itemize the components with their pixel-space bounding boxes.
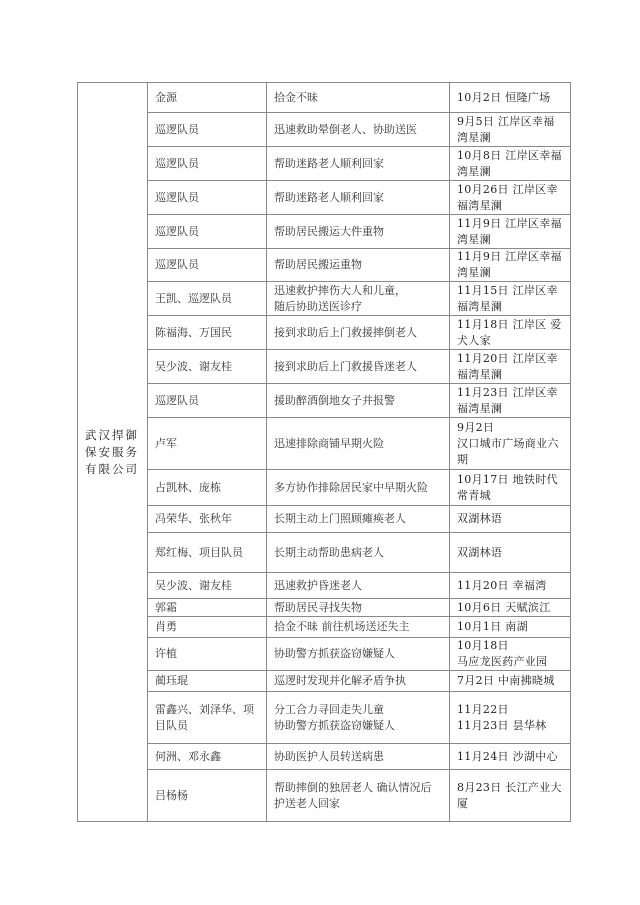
person-cell: 肖勇 <box>148 617 267 638</box>
deed-text: 帮助居民寻找失物 <box>274 600 362 614</box>
date-location-cell <box>450 770 571 822</box>
table-row <box>78 181 571 215</box>
deed-text: 协助警方抓获盗窃嫌疑人 <box>274 718 395 732</box>
table-row <box>78 573 571 599</box>
deed-text: 帮助摔倒的独居老人 确认情况后护送老人回家 <box>274 780 432 810</box>
person-cell: 王凯、巡逻队员 <box>148 282 267 316</box>
person-cell: 何洲、邓永鑫 <box>148 744 267 770</box>
deed-text: 接到求助后上门救援昏迷老人 <box>274 359 417 373</box>
date-location-text: 11月22日 <box>457 702 509 716</box>
deed-text: 长期主动上门照顾瘫痪老人 <box>274 512 406 525</box>
date-location-text: 10月17日 地铁时代常青城 <box>457 472 558 502</box>
date-location-text: 11月20日 江岸区幸福湾星澜 <box>457 351 558 381</box>
table-row <box>78 744 571 770</box>
deed-cell <box>267 599 450 617</box>
table-row <box>78 418 571 470</box>
date-location-text: 汉口城市广场商业六期 <box>457 436 559 466</box>
person-cell: 雷鑫兴、刘泽华、项目队员 <box>148 692 267 744</box>
date-location-text: 10月8日 江岸区幸福湾星澜 <box>457 148 562 178</box>
date-location-cell <box>450 573 571 599</box>
deed-cell <box>267 384 450 418</box>
date-location-cell <box>450 384 571 418</box>
deed-text: 迅速救护摔伤大人和儿童， <box>274 283 406 297</box>
deed-text: 随后协助送医诊疗 <box>274 299 362 313</box>
date-location-cell <box>450 147 571 181</box>
date-location-text: 11月9日 江岸区幸福湾星澜 <box>457 216 562 246</box>
deed-cell <box>267 215 450 249</box>
person-cell: 巡逻队员 <box>148 181 267 215</box>
table-row <box>78 316 571 350</box>
date-location-cell <box>450 599 571 617</box>
person-cell: 卢军 <box>148 418 267 470</box>
deed-cell <box>267 770 450 822</box>
date-location-cell <box>450 350 571 384</box>
date-location-cell <box>450 282 571 316</box>
table-row <box>78 506 571 533</box>
person-cell: 巡逻队员 <box>148 384 267 418</box>
deed-cell <box>267 533 450 573</box>
date-location-cell <box>450 506 571 533</box>
date-location-text: 11月18日 江岸区 爱犬人家 <box>457 317 562 347</box>
date-location-text: 双湖林语 <box>457 512 503 525</box>
date-location-text: 11月24日 沙湖中心 <box>457 749 558 763</box>
date-location-cell <box>450 418 571 470</box>
date-location-text: 9月5日 江岸区幸福湾星澜 <box>457 114 555 144</box>
deed-text: 拾金不昧 <box>274 90 318 104</box>
deed-text: 巡逻时发现并化解矛盾争执 <box>274 674 406 687</box>
deed-cell <box>267 181 450 215</box>
table-row <box>78 638 571 671</box>
deed-text: 分工合力寻回走失儿童 <box>274 702 384 716</box>
deed-cell <box>267 147 450 181</box>
date-location-cell <box>450 316 571 350</box>
deed-cell <box>267 249 450 282</box>
person-cell: 许植 <box>148 638 267 671</box>
person-cell: 金源 <box>148 83 267 113</box>
deed-cell <box>267 282 450 316</box>
date-location-cell <box>450 692 571 744</box>
table-row <box>78 770 571 822</box>
person-cell: 占凯林、庞栋 <box>148 470 267 506</box>
person-cell: 蔺珏琨 <box>148 671 267 692</box>
date-location-cell <box>450 638 571 671</box>
date-location-cell <box>450 533 571 573</box>
deed-cell <box>267 744 450 770</box>
person-cell: 巡逻队员 <box>148 215 267 249</box>
good-deeds-table <box>77 82 571 822</box>
deed-text: 迅速排除商铺早期火险 <box>274 436 384 450</box>
person-cell: 郑红梅、项目队员 <box>148 533 267 573</box>
deed-text: 帮助居民搬运大件重物 <box>274 224 384 238</box>
table-row <box>78 350 571 384</box>
date-location-text: 8月23日 长江产业大厦 <box>457 780 562 810</box>
deed-cell <box>267 506 450 533</box>
date-location-cell <box>450 113 571 147</box>
date-location-text: 10月1日 南湖 <box>457 620 528 633</box>
deed-cell <box>267 316 450 350</box>
table-row <box>78 147 571 181</box>
deed-text: 帮助迷路老人顺利回家 <box>274 156 384 170</box>
deed-cell <box>267 671 450 692</box>
date-location-text: 11月23日 江岸区幸福湾星澜 <box>457 385 558 415</box>
date-location-text: 马应龙医药产业园 <box>457 655 548 668</box>
deed-cell <box>267 113 450 147</box>
deed-cell <box>267 418 450 470</box>
table-body <box>78 83 571 822</box>
deed-text: 帮助居民搬运重物 <box>274 258 362 271</box>
date-location-cell <box>450 671 571 692</box>
deed-text: 帮助迷路老人顺利回家 <box>274 190 384 204</box>
table-row <box>78 533 571 573</box>
person-cell: 巡逻队员 <box>148 147 267 181</box>
deed-text: 协助警方抓获盗窃嫌疑人 <box>274 647 395 660</box>
date-location-cell <box>450 215 571 249</box>
deed-cell <box>267 350 450 384</box>
date-location-text: 11月20日 幸福湾 <box>457 578 547 592</box>
table-row <box>78 83 571 113</box>
person-cell: 陈福海、万国民 <box>148 316 267 350</box>
table-row <box>78 113 571 147</box>
person-cell: 吴少波、谢友桂 <box>148 350 267 384</box>
person-cell: 吕杨杨 <box>148 770 267 822</box>
deed-text: 多方协作排除居民家中早期火险 <box>274 480 428 494</box>
deed-text: 援助醉酒倒地女子并报警 <box>274 393 395 407</box>
date-location-cell <box>450 249 571 282</box>
deed-cell <box>267 617 450 638</box>
date-location-text: 11月15日 江岸区幸福湾星澜 <box>457 283 558 313</box>
date-location-text: 10月26日 江岸区幸福湾星澜 <box>457 182 558 212</box>
date-location-text: 9月2日 <box>457 420 495 434</box>
date-location-cell <box>450 617 571 638</box>
date-location-text: 双湖林语 <box>457 545 503 559</box>
deed-text: 迅速救助晕倒老人、协助送医 <box>274 122 417 136</box>
organization-cell: 武汉捍御保安服务有限公司 <box>78 83 148 822</box>
table-row <box>78 249 571 282</box>
date-location-text: 7月2日 中南拂晓城 <box>457 674 555 687</box>
date-location-text: 11月9日 江岸区幸福湾星澜 <box>457 250 562 279</box>
table-row <box>78 470 571 506</box>
date-location-text: 10月6日 天赋滨江 <box>457 600 551 614</box>
date-location-cell <box>450 181 571 215</box>
date-location-cell <box>450 83 571 113</box>
deed-cell <box>267 470 450 506</box>
deed-text: 接到求助后上门救援摔倒老人 <box>274 325 417 339</box>
table-row <box>78 671 571 692</box>
deed-cell <box>267 692 450 744</box>
table-row <box>78 617 571 638</box>
deed-cell <box>267 638 450 671</box>
person-cell: 巡逻队员 <box>148 113 267 147</box>
date-location-cell <box>450 470 571 506</box>
date-location-cell <box>450 744 571 770</box>
deed-cell <box>267 573 450 599</box>
table-row <box>78 282 571 316</box>
person-cell: 郭霜 <box>148 599 267 617</box>
date-location-text: 10月2日 恒隆广场 <box>457 90 551 104</box>
deed-text: 长期主动帮助患病老人 <box>274 545 384 559</box>
date-location-text: 11月23日 昙华林 <box>457 718 547 732</box>
date-location-text: 10月18日 <box>457 639 509 652</box>
deed-cell <box>267 83 450 113</box>
person-cell: 吴少波、谢友桂 <box>148 573 267 599</box>
table-row <box>78 599 571 617</box>
person-cell: 巡逻队员 <box>148 249 267 282</box>
table-row <box>78 215 571 249</box>
table-row <box>78 692 571 744</box>
deed-text: 协助医护人员转送病患 <box>274 749 384 763</box>
table-row <box>78 384 571 418</box>
deed-text: 迅速救护昏迷老人 <box>274 578 362 592</box>
deed-text: 拾金不昧 前往机场送还失主 <box>274 620 410 633</box>
person-cell: 冯荣华、张秋年 <box>148 506 267 533</box>
